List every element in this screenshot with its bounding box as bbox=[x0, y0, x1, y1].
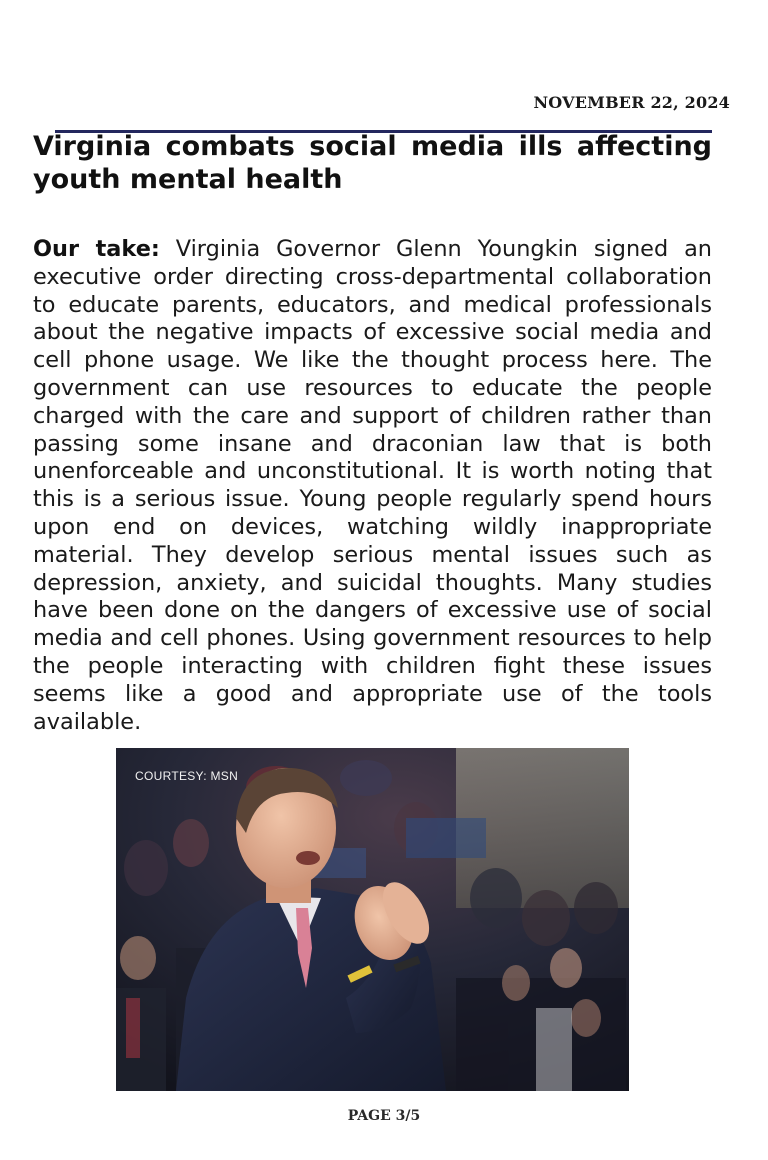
article-date: NOVEMBER 22, 2024 bbox=[533, 93, 730, 112]
page-number: PAGE 3/5 bbox=[347, 1108, 421, 1124]
article-body-text: Virginia Governor Glenn Youngkin signed an executive order directing cross-departmental collaboration to educate parents, educators, and medical professionals about the negative impacts of excessive social media and cell phone usage. We like the thought process here. The government can use resources to educate the people charged with the care and support of children rather than passing some insane and draconian law that is both unenforceable and unconstitutional. It is worth noting that this is a serious issue. Young people regularly spend hours upon end on devices, watching wildly inappropriate material. They develop serious mental issues such as depression, anxiety, and suicidal thoughts. Many studies have been done on the dangers of excessive use of social media and cell phones. Using government resources to help the people interacting with children fight these issues seems like a good and appropriate use of the tools available. bbox=[33, 236, 712, 735]
lead-label: Our take: bbox=[33, 236, 160, 262]
photo-illustration bbox=[116, 748, 629, 1091]
article-body bbox=[33, 236, 712, 736]
article-headline: Virginia combats social media ills affecting youth mental health bbox=[33, 131, 712, 195]
article-photo bbox=[116, 748, 629, 1091]
photo-credit: COURTESY: MSN bbox=[135, 769, 239, 783]
